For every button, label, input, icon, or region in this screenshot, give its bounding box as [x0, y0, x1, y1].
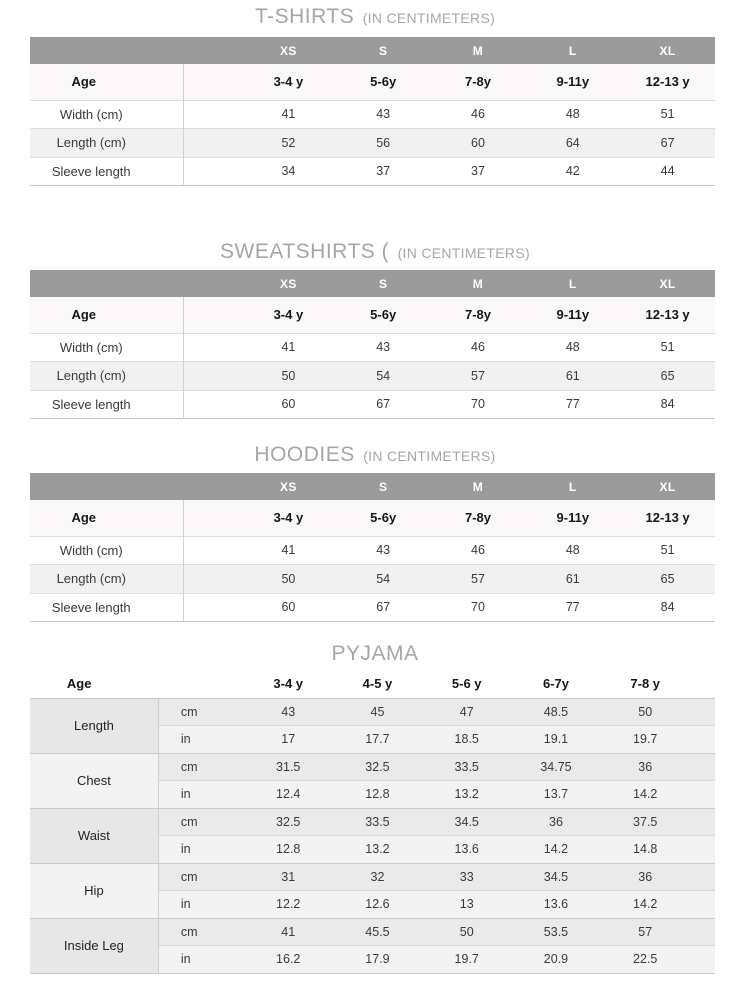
- size-col-header: XL: [659, 43, 676, 58]
- hoodies-subtitle-text: (IN CENTIMETERS): [363, 448, 496, 464]
- age-value: 7-8 y: [630, 676, 661, 692]
- measurement-value: 46: [431, 100, 526, 129]
- size-col-header: M: [472, 43, 484, 58]
- unit-label: in: [158, 781, 243, 809]
- header-spacer-cell: [183, 37, 241, 64]
- measurement-value: 50: [241, 565, 336, 594]
- age-row: [30, 670, 715, 698]
- measurement-value: 52: [241, 129, 336, 158]
- measurement-value: 48: [525, 100, 620, 129]
- row-label: Sleeve length: [30, 157, 183, 186]
- measurement-value: 51: [620, 536, 715, 565]
- measurement-value: 13.2: [333, 836, 422, 864]
- measurement-value: 61: [525, 565, 620, 594]
- measurement-value: 41: [241, 333, 336, 362]
- measurement-value: 37: [336, 157, 431, 186]
- age-value: 7-8y: [464, 74, 491, 90]
- measurement-value: 32.5: [244, 808, 333, 836]
- age-value: 3-4 y: [273, 510, 304, 526]
- measurement-value: 47: [422, 698, 511, 726]
- measurement-value: 34.75: [511, 753, 600, 781]
- header-empty-cell: [30, 473, 183, 500]
- age-value: 4-5 y: [362, 676, 393, 692]
- filler-cell: [690, 753, 715, 781]
- measurement-value: 17.7: [333, 726, 422, 754]
- group-label: Length: [30, 698, 158, 753]
- measurement-value: 50: [241, 362, 336, 391]
- measurement-value: 70: [431, 593, 526, 622]
- pyjama-table: [30, 670, 715, 974]
- measurement-value: 84: [620, 593, 715, 622]
- measurement-value: 48: [525, 333, 620, 362]
- age-row-label: Age: [30, 64, 183, 100]
- age-row: [30, 297, 715, 333]
- measurement-value: 34.5: [422, 808, 511, 836]
- measurement-value: 22.5: [601, 946, 690, 974]
- measurement-value: 65: [620, 362, 715, 391]
- tshirts-title-text: T-SHIRTS: [254, 5, 355, 28]
- age-row: [30, 500, 715, 536]
- measurement-value: 13: [422, 891, 511, 919]
- measurement-value: 36: [511, 808, 600, 836]
- group-label: Waist: [30, 808, 158, 863]
- spacer-cell: [183, 593, 241, 622]
- size-col-header: XS: [279, 276, 297, 291]
- measurement-value: 13.2: [422, 781, 511, 809]
- measurement-value: 14.2: [511, 836, 600, 864]
- spacer-cell: [183, 362, 241, 391]
- measurement-value: 45.5: [333, 918, 422, 946]
- row-label: Sleeve length: [30, 390, 183, 419]
- measurement-value: 19.7: [601, 726, 690, 754]
- measurement-value: 34.5: [511, 863, 600, 891]
- measurement-value: 57: [431, 565, 526, 594]
- size-col-header: L: [568, 43, 577, 58]
- table-row: [30, 753, 715, 781]
- sweatshirts-subtitle-text: (IN CENTIMETERS): [397, 245, 530, 261]
- row-label: Width (cm): [30, 536, 183, 565]
- age-value: 5-6y: [370, 74, 397, 90]
- measurement-value: 12.4: [244, 781, 333, 809]
- age-row-label: Age: [66, 676, 92, 692]
- measurement-value: 31: [244, 863, 333, 891]
- measurement-value: 37.5: [601, 808, 690, 836]
- measurement-value: 12.8: [244, 836, 333, 864]
- unit-label: in: [158, 726, 243, 754]
- filler-cell: [690, 946, 715, 974]
- row-label: Length (cm): [30, 362, 183, 391]
- group-label: Hip: [30, 863, 158, 918]
- unit-label: in: [158, 946, 243, 974]
- measurement-value: 13.7: [511, 781, 600, 809]
- row-label: Width (cm): [30, 100, 183, 129]
- age-row-label: Age: [30, 297, 183, 333]
- table-row: [30, 918, 715, 946]
- table-row: [30, 129, 715, 158]
- header-empty-cell: [30, 37, 183, 64]
- pyjama-title: [0, 642, 750, 666]
- age-value: 7-8y: [464, 510, 491, 526]
- measurement-value: 41: [241, 536, 336, 565]
- spacer-cell: [183, 64, 241, 100]
- measurement-value: 77: [525, 390, 620, 419]
- measurement-value: 14.2: [601, 891, 690, 919]
- header-empty-cell: [30, 270, 183, 297]
- sweatshirts-section: [0, 240, 750, 419]
- measurement-value: 67: [336, 390, 431, 419]
- table-row: [30, 863, 715, 891]
- spacer-cell: [183, 390, 241, 419]
- group-label: Inside Leg: [30, 918, 158, 973]
- measurement-value: 46: [431, 333, 526, 362]
- measurement-value: 46: [431, 536, 526, 565]
- age-value: 5-6y: [370, 307, 397, 323]
- sweatshirts-table: [30, 270, 715, 419]
- measurement-value: 60: [241, 593, 336, 622]
- filler-cell: [690, 808, 715, 836]
- age-value: 7-8y: [464, 307, 491, 323]
- measurement-value: 13.6: [511, 891, 600, 919]
- measurement-value: 12.8: [333, 781, 422, 809]
- measurement-value: 20.9: [511, 946, 600, 974]
- tshirts-table: [30, 37, 715, 186]
- header-spacer-cell: [183, 270, 241, 297]
- measurement-value: 13.6: [422, 836, 511, 864]
- hoodies-table: [30, 473, 715, 622]
- measurement-value: 36: [601, 863, 690, 891]
- size-header-row: [30, 270, 715, 297]
- measurement-value: 44: [620, 157, 715, 186]
- age-value: 5-6y: [370, 510, 397, 526]
- age-value: 3-4 y: [273, 74, 304, 90]
- size-col-header: XS: [279, 479, 297, 494]
- measurement-value: 57: [601, 918, 690, 946]
- filler-cell: [690, 726, 715, 754]
- row-label: Sleeve length: [30, 593, 183, 622]
- measurement-value: 18.5: [422, 726, 511, 754]
- age-value: 12-13 y: [645, 510, 690, 526]
- tshirts-subtitle-text: (IN CENTIMETERS): [362, 10, 496, 26]
- pyjama-section: [0, 642, 750, 974]
- filler-cell: [690, 781, 715, 809]
- measurement-value: 33: [422, 863, 511, 891]
- measurement-value: 50: [601, 698, 690, 726]
- filler-cell: [690, 836, 715, 864]
- measurement-value: 33.5: [422, 753, 511, 781]
- measurement-value: 56: [336, 129, 431, 158]
- measurement-value: 17.9: [333, 946, 422, 974]
- measurement-value: 65: [620, 565, 715, 594]
- table-row: [30, 565, 715, 594]
- age-value: 12-13 y: [645, 74, 690, 90]
- age-value: 5-6 y: [451, 676, 482, 692]
- size-col-header: S: [378, 276, 388, 291]
- age-value: 9-11y: [556, 307, 590, 323]
- measurement-value: 48: [525, 536, 620, 565]
- table-row: [30, 362, 715, 391]
- size-col-header: S: [378, 43, 388, 58]
- measurement-value: 17: [244, 726, 333, 754]
- row-label: Width (cm): [30, 333, 183, 362]
- size-header-row: [30, 473, 715, 500]
- spacer-cell: [183, 157, 241, 186]
- sweatshirts-title: [0, 240, 750, 264]
- measurement-value: 19.1: [511, 726, 600, 754]
- size-col-header: L: [568, 479, 577, 494]
- size-col-header: XL: [659, 479, 676, 494]
- measurement-value: 32.5: [333, 753, 422, 781]
- size-col-header: L: [568, 276, 577, 291]
- spacer-cell: [183, 500, 241, 536]
- tshirts-section: [0, 5, 750, 186]
- hoodies-section: [0, 443, 750, 622]
- table-row: [30, 698, 715, 726]
- measurement-value: 50: [422, 918, 511, 946]
- measurement-value: 60: [431, 129, 526, 158]
- measurement-value: 34: [241, 157, 336, 186]
- header-spacer-cell: [183, 473, 241, 500]
- measurement-value: 77: [525, 593, 620, 622]
- row-label: Length (cm): [30, 129, 183, 158]
- hoodies-title-text: HOODIES: [254, 443, 355, 466]
- size-col-header: XS: [279, 43, 297, 58]
- spacer-cell: [183, 536, 241, 565]
- spacer-cell: [183, 297, 241, 333]
- size-col-header: XL: [659, 276, 676, 291]
- unit-label: cm: [158, 863, 243, 891]
- spacer-cell: [158, 670, 243, 698]
- measurement-value: 57: [431, 362, 526, 391]
- unit-label: in: [158, 891, 243, 919]
- measurement-value: 54: [336, 565, 431, 594]
- tshirts-title: [0, 5, 750, 29]
- measurement-value: 19.7: [422, 946, 511, 974]
- measurement-value: 16.2: [244, 946, 333, 974]
- table-row: [30, 593, 715, 622]
- measurement-value: 70: [431, 390, 526, 419]
- spacer-cell: [183, 333, 241, 362]
- measurement-value: 61: [525, 362, 620, 391]
- size-col-header: M: [472, 276, 484, 291]
- unit-label: cm: [158, 918, 243, 946]
- measurement-value: 41: [244, 918, 333, 946]
- age-row: [30, 64, 715, 100]
- measurement-value: 43: [244, 698, 333, 726]
- measurement-value: 48.5: [511, 698, 600, 726]
- measurement-value: 43: [336, 333, 431, 362]
- sweatshirts-title-text: SWEATSHIRTS (: [220, 240, 390, 263]
- measurement-value: 51: [620, 100, 715, 129]
- measurement-value: 53.5: [511, 918, 600, 946]
- table-row: [30, 157, 715, 186]
- measurement-value: 36: [601, 753, 690, 781]
- measurement-value: 45: [333, 698, 422, 726]
- filler-cell: [690, 670, 715, 698]
- age-value: 3-4 y: [273, 676, 304, 692]
- unit-label: in: [158, 836, 243, 864]
- row-label: Length (cm): [30, 565, 183, 594]
- age-value: 12-13 y: [645, 307, 690, 323]
- pyjama-title-text: PYJAMA: [331, 642, 419, 665]
- spacer-cell: [183, 565, 241, 594]
- filler-cell: [690, 918, 715, 946]
- measurement-value: 43: [336, 100, 431, 129]
- measurement-value: 43: [336, 536, 431, 565]
- table-row: [30, 333, 715, 362]
- measurement-value: 31.5: [244, 753, 333, 781]
- table-row: [30, 808, 715, 836]
- size-col-header: M: [472, 479, 484, 494]
- measurement-value: 14.8: [601, 836, 690, 864]
- group-label: Chest: [30, 753, 158, 808]
- measurement-value: 14.2: [601, 781, 690, 809]
- measurement-value: 67: [336, 593, 431, 622]
- measurement-value: 33.5: [333, 808, 422, 836]
- measurement-value: 12.2: [244, 891, 333, 919]
- table-row: [30, 536, 715, 565]
- size-header-row: [30, 37, 715, 64]
- measurement-value: 37: [431, 157, 526, 186]
- measurement-value: 51: [620, 333, 715, 362]
- age-value: 3-4 y: [273, 307, 304, 323]
- measurement-value: 60: [241, 390, 336, 419]
- table-row: [30, 100, 715, 129]
- filler-cell: [690, 891, 715, 919]
- spacer-cell: [183, 129, 241, 158]
- spacer-cell: [183, 100, 241, 129]
- measurement-value: 42: [525, 157, 620, 186]
- measurement-value: 64: [525, 129, 620, 158]
- unit-label: cm: [158, 808, 243, 836]
- measurement-value: 84: [620, 390, 715, 419]
- filler-cell: [690, 863, 715, 891]
- age-row-label: Age: [30, 500, 183, 536]
- size-col-header: S: [378, 479, 388, 494]
- measurement-value: 54: [336, 362, 431, 391]
- measurement-value: 41: [241, 100, 336, 129]
- unit-label: cm: [158, 698, 243, 726]
- measurement-value: 32: [333, 863, 422, 891]
- filler-cell: [690, 698, 715, 726]
- hoodies-title: [0, 443, 750, 467]
- table-row: [30, 390, 715, 419]
- age-value: 6-7y: [542, 676, 569, 692]
- measurement-value: 12.6: [333, 891, 422, 919]
- age-value: 9-11y: [556, 74, 590, 90]
- age-value: 9-11y: [556, 510, 590, 526]
- measurement-value: 67: [620, 129, 715, 158]
- unit-label: cm: [158, 753, 243, 781]
